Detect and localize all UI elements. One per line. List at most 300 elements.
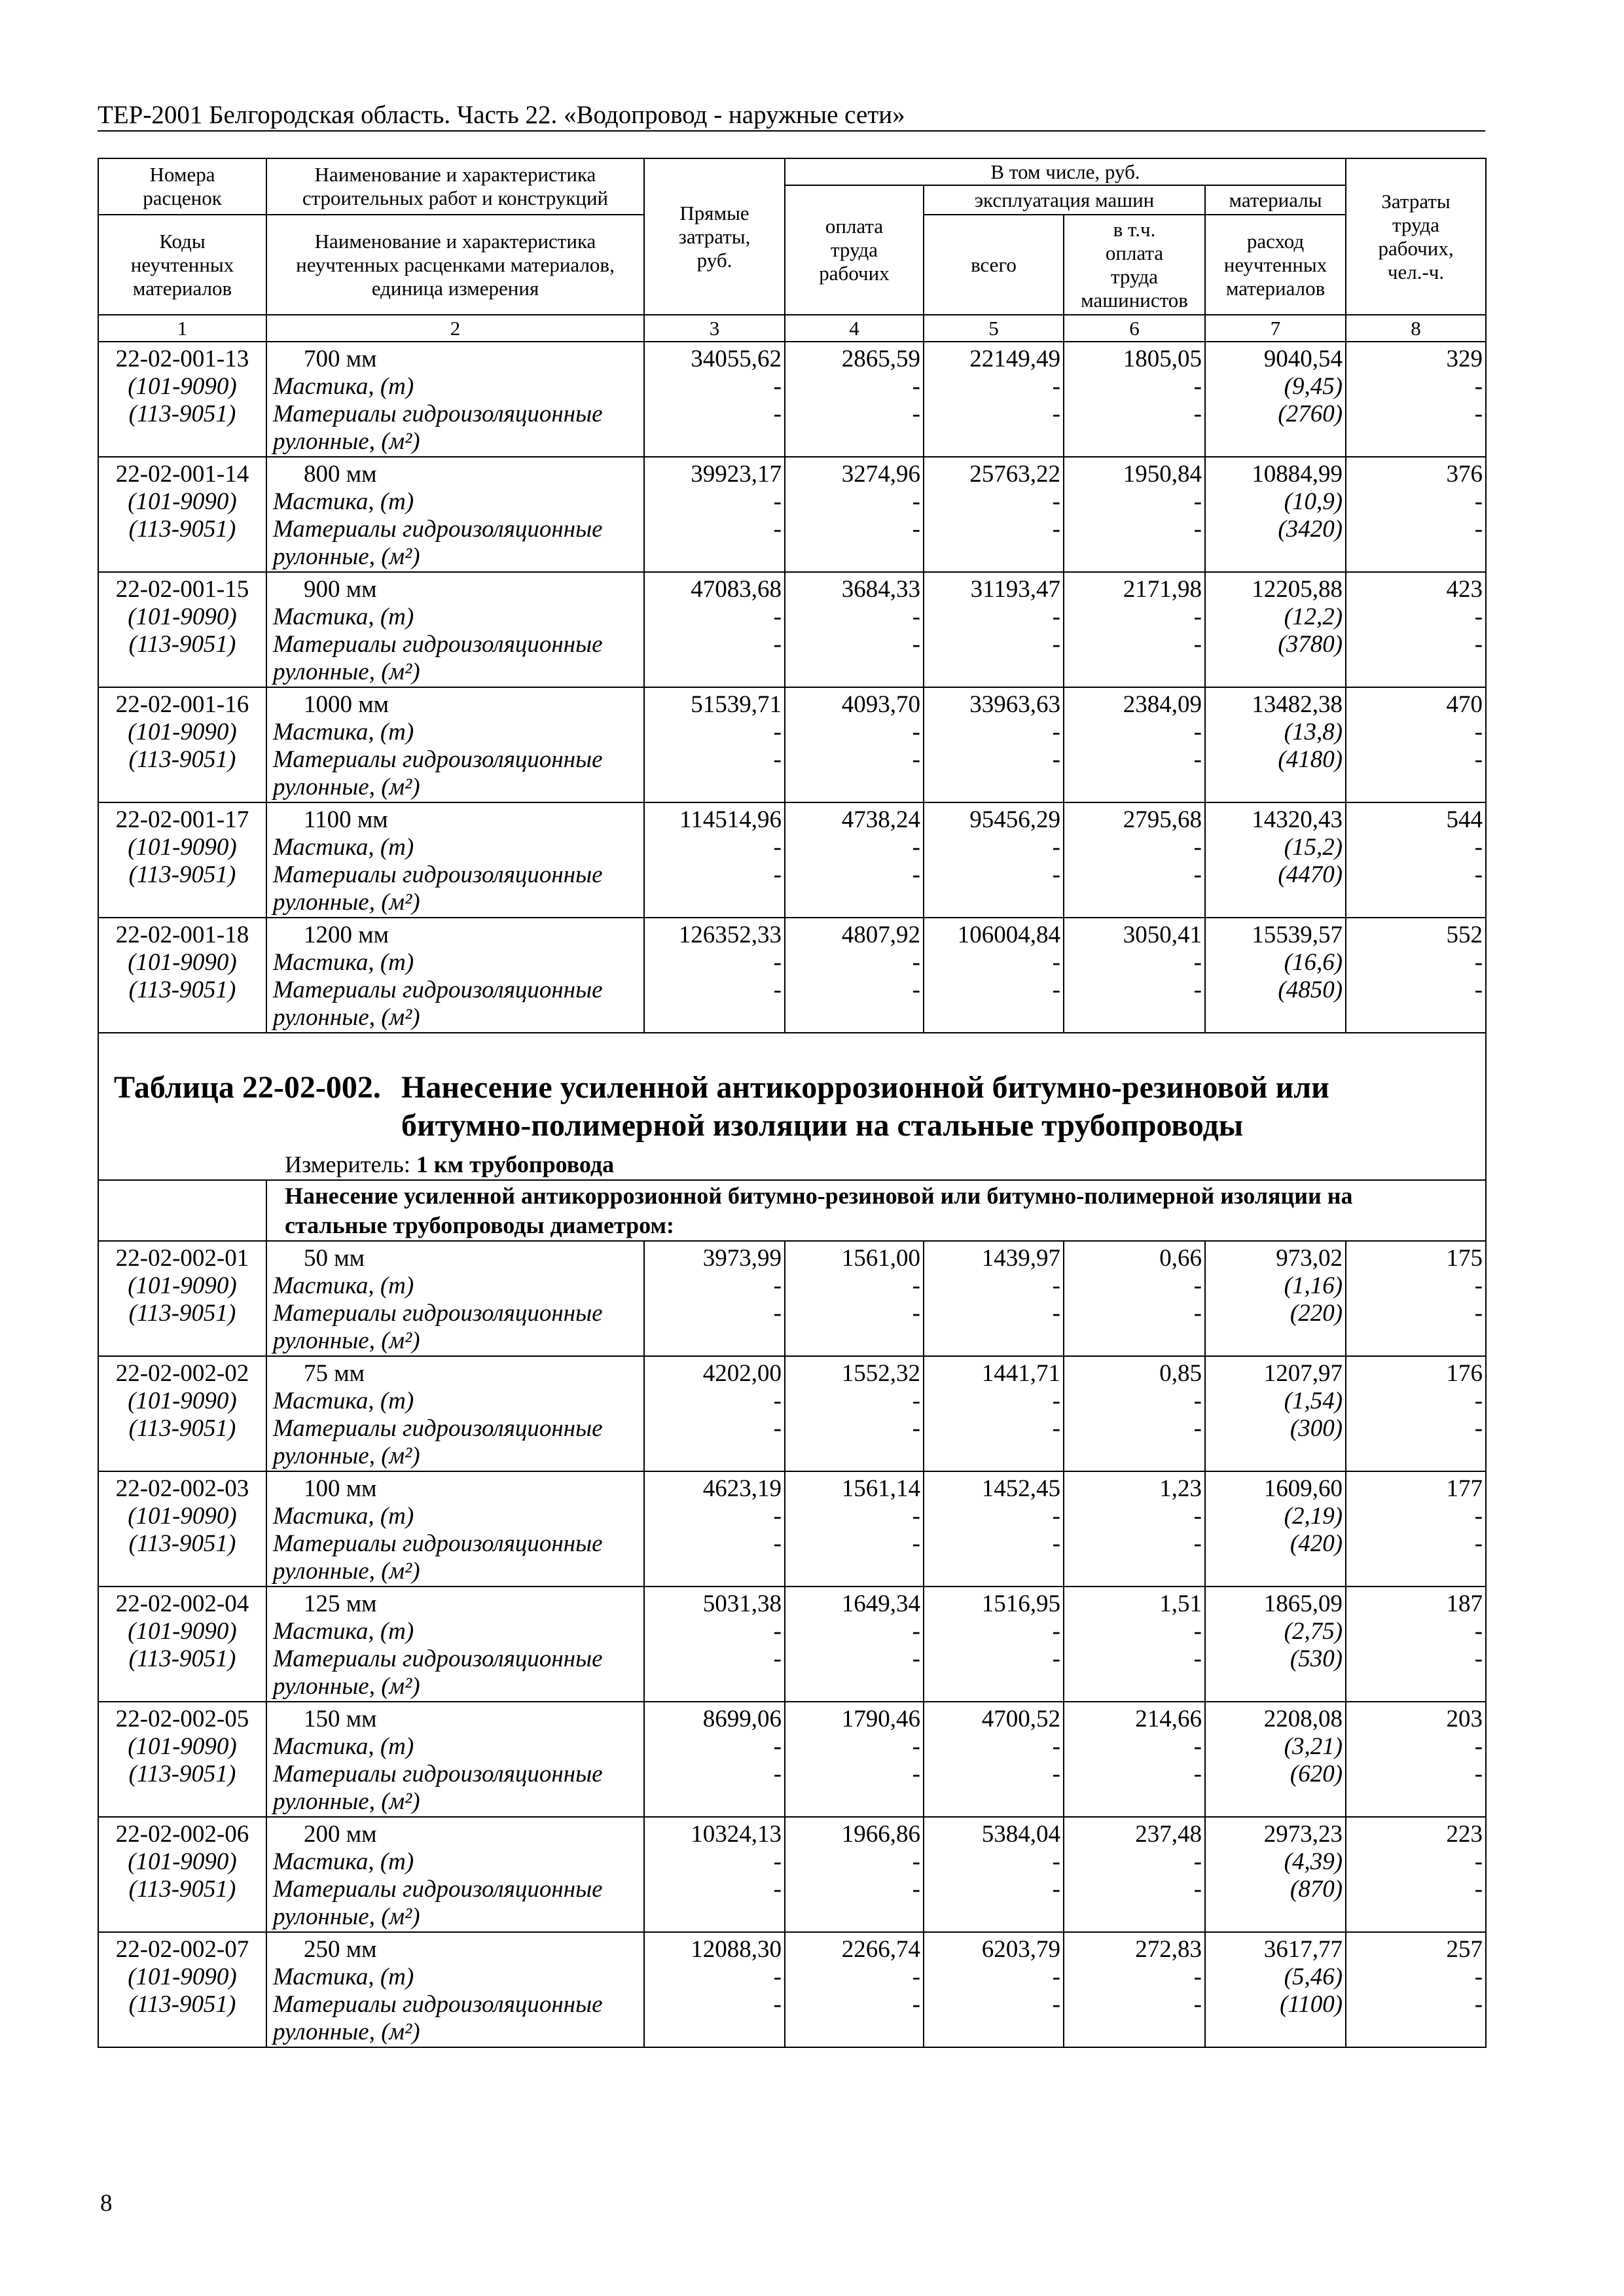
code-cell (98, 342, 266, 457)
material-code: (101-9090) (128, 1272, 237, 1299)
rate-row (98, 457, 1486, 572)
material-code: (113-9051) (128, 1415, 236, 1442)
material-consumption: (220) (1290, 1300, 1343, 1327)
machine-total-material-value: - (1052, 1991, 1060, 2018)
labor-costs-cell (1346, 1471, 1486, 1587)
header-line: строительных работ и конструкций (302, 187, 609, 209)
direct-costs-value: 114514,96 (679, 806, 782, 833)
material-name-continued: рулонные, (м²) (273, 1903, 420, 1930)
worker-wages-material-value: - (912, 746, 920, 773)
direct-costs-header (644, 158, 785, 315)
header-line: Наименование и характеристика (314, 163, 596, 186)
material-name: Мастика, (т) (273, 1733, 414, 1760)
material-code: (113-9051) (128, 861, 236, 888)
name-cell (266, 457, 644, 572)
worker-wages-header (785, 185, 924, 315)
work-name-header (266, 158, 644, 215)
pipe-diameter: 1000 мм (304, 691, 389, 718)
machinist-wages-cell (1064, 1817, 1205, 1932)
materials-cell (1205, 1817, 1346, 1932)
machinist-wages-value: 1,51 (1159, 1590, 1202, 1617)
machinist-wages-value: 1805,05 (1123, 346, 1202, 372)
worker-wages-cell (785, 572, 924, 687)
rate-code: 22-02-002-06 (115, 1821, 249, 1848)
machine-total-material-value: - (1052, 1964, 1060, 1990)
direct-costs-cell (644, 802, 785, 918)
machine-total-material-value: - (1052, 977, 1060, 1003)
rate-row (98, 918, 1486, 1033)
labor-costs-material-value: - (1474, 977, 1483, 1003)
worker-wages-value: 1790,46 (841, 1706, 920, 1732)
machine-total-cell (924, 1932, 1064, 2047)
machinist-wages-value: 2795,68 (1123, 806, 1202, 833)
rates-table (98, 158, 1487, 2048)
material-code: (101-9090) (128, 1964, 237, 1990)
machine-total-material-value: - (1052, 1848, 1060, 1875)
machine-total-material-value: - (1052, 1415, 1060, 1442)
direct-costs-value: 5031,38 (702, 1590, 782, 1617)
direct-costs-material-value: - (773, 631, 782, 658)
material-consumption: (4850) (1278, 977, 1343, 1003)
rate-code: 22-02-001-16 (115, 691, 249, 718)
materials-value: 10884,99 (1252, 461, 1343, 488)
material-consumption: (300) (1290, 1415, 1343, 1442)
material-codes-header (98, 215, 266, 315)
header-line: Номера (149, 163, 215, 186)
machinist-wages-material-value: - (1193, 1530, 1202, 1557)
code-cell (98, 1702, 266, 1817)
material-code: (101-9090) (128, 373, 237, 400)
direct-costs-material-value: - (773, 1645, 782, 1672)
materials-consumption-header (1205, 215, 1346, 315)
direct-costs-material-value: - (773, 949, 782, 976)
material-consumption: (1100) (1280, 1991, 1343, 2018)
labor-costs-material-value: - (1474, 516, 1483, 543)
machinist-wages-cell (1064, 1702, 1205, 1817)
header-line: оплата (1105, 241, 1164, 264)
header-line: единица измерения (371, 276, 539, 300)
material-consumption: (4,39) (1284, 1848, 1343, 1875)
labor-costs-material-value: - (1474, 1415, 1483, 1442)
machinist-wages-material-value: - (1193, 1964, 1202, 1990)
direct-costs-material-value: - (773, 1991, 782, 2018)
labor-costs-material-value: - (1474, 861, 1483, 888)
labor-costs-cell (1346, 1702, 1486, 1817)
rate-code: 22-02-001-18 (115, 922, 249, 948)
worker-wages-material-value: - (912, 1645, 920, 1672)
materials-cell (1205, 1932, 1346, 2047)
material-name-continued: рулонные, (м²) (273, 774, 420, 800)
work-description-line: стальные трубопроводы диаметром: (285, 1212, 674, 1238)
direct-costs-cell (644, 1932, 785, 2047)
machinist-wages-material-value: - (1193, 861, 1202, 888)
machinist-wages-material-value: - (1193, 1618, 1202, 1645)
material-code: (113-9051) (128, 1876, 236, 1903)
machine-total-value: 22149,49 (969, 346, 1060, 372)
material-name: Материалы гидроизоляционные (273, 1991, 603, 2018)
table-header (98, 158, 1486, 342)
worker-wages-cell (785, 1587, 924, 1702)
worker-wages-material-value: - (912, 977, 920, 1003)
machinist-wages-material-value: - (1193, 834, 1202, 861)
machine-total-value: 33963,63 (969, 691, 1060, 718)
material-code: (113-9051) (128, 1530, 236, 1557)
header-line: труда (830, 238, 878, 261)
worker-wages-material-value: - (912, 949, 920, 976)
worker-wages-value: 2865,59 (841, 346, 920, 372)
machine-total-material-value: - (1052, 401, 1060, 427)
name-cell (266, 802, 644, 918)
direct-costs-material-value: - (773, 1530, 782, 1557)
direct-costs-material-value: - (773, 603, 782, 630)
direct-costs-material-value: - (773, 861, 782, 888)
worker-wages-material-value: - (912, 834, 920, 861)
header-line: в т.ч. (1113, 217, 1156, 241)
running-header: ТЕР-2001 Белгородская область. Часть 22. «Водопровод - наружные сети» (98, 101, 905, 129)
machine-total-value: 6203,79 (981, 1936, 1060, 1963)
machine-total-material-value: - (1052, 1300, 1060, 1327)
direct-costs-value: 34055,62 (691, 346, 782, 372)
material-code: (113-9051) (128, 977, 236, 1003)
materials-cell (1205, 342, 1346, 457)
machine-total-value: 25763,22 (969, 461, 1060, 488)
worker-wages-material-value: - (912, 1733, 920, 1760)
worker-wages-cell (785, 802, 924, 918)
material-name-continued: рулонные, (м²) (273, 1558, 420, 1585)
machinist-wages-value: 1950,84 (1123, 461, 1202, 488)
worker-wages-value: 3684,33 (841, 576, 920, 603)
machine-total-material-value: - (1052, 1645, 1060, 1672)
rate-row (98, 1471, 1486, 1587)
machine-total-material-value: - (1052, 1733, 1060, 1760)
direct-costs-material-value: - (773, 1848, 782, 1875)
name-cell (266, 1702, 644, 1817)
direct-costs-material-value: - (773, 1876, 782, 1903)
machine-total-cell (924, 687, 1064, 802)
labor-costs-material-value: - (1474, 1876, 1483, 1903)
header-line: Прямые (679, 201, 749, 224)
header-line: Наименование и характеристика (314, 229, 596, 253)
pipe-diameter: 1200 мм (304, 922, 389, 948)
material-code: (101-9090) (128, 949, 237, 976)
machine-total-cell (924, 1241, 1064, 1356)
direct-costs-material-value: - (773, 1300, 782, 1327)
labor-costs-cell (1346, 1817, 1486, 1932)
labor-costs-material-value: - (1474, 834, 1483, 861)
material-consumption: (1,16) (1284, 1272, 1343, 1299)
direct-costs-material-value: - (773, 488, 782, 515)
materials-value: 14320,43 (1252, 806, 1343, 833)
rate-code: 22-02-002-04 (115, 1590, 249, 1617)
material-code: (101-9090) (128, 1848, 237, 1875)
material-name: Материалы гидроизоляционные (273, 861, 603, 888)
code-cell (98, 1241, 266, 1356)
material-consumption: (870) (1290, 1876, 1343, 1903)
material-code: (113-9051) (128, 1300, 236, 1327)
labor-costs-cell (1346, 802, 1486, 918)
machinist-wages-material-value: - (1193, 1876, 1202, 1903)
material-name: Материалы гидроизоляционные (273, 1300, 603, 1327)
direct-costs-material-value: - (773, 834, 782, 861)
worker-wages-material-value: - (912, 373, 920, 400)
material-name: Мастика, (т) (273, 1388, 414, 1414)
worker-wages-material-value: - (912, 1876, 920, 1903)
machine-total-value: 1441,71 (981, 1360, 1060, 1387)
machinist-wages-value: 237,48 (1135, 1821, 1202, 1848)
material-name: Мастика, (т) (273, 834, 414, 861)
pipe-diameter: 1100 мм (304, 806, 388, 833)
direct-costs-material-value: - (773, 1618, 782, 1645)
header-line: чел.-ч. (1387, 260, 1445, 283)
machine-total-value: 106004,84 (957, 922, 1060, 948)
worker-wages-value: 1561,00 (841, 1245, 920, 1272)
materials-cell (1205, 1471, 1346, 1587)
direct-costs-cell (644, 1471, 785, 1587)
measurement-unit (285, 1151, 1485, 1178)
direct-costs-material-value: - (773, 719, 782, 745)
labor-costs-value: 257 (1446, 1936, 1483, 1963)
direct-costs-value: 3973,99 (702, 1245, 782, 1272)
column-number: 8 (1346, 315, 1486, 342)
material-consumption: (5,46) (1284, 1964, 1343, 1990)
material-name-continued: рулонные, (м²) (273, 1327, 420, 1354)
rate-code: 22-02-001-14 (115, 461, 249, 488)
unit-value: 1 км трубопровода (416, 1151, 615, 1177)
material-name: Мастика, (т) (273, 1964, 414, 1990)
pipe-diameter: 900 мм (304, 576, 377, 603)
material-name-continued: рулонные, (м²) (273, 1673, 420, 1700)
machinist-wages-value: 3050,41 (1123, 922, 1202, 948)
material-consumption: (3780) (1278, 631, 1343, 658)
direct-costs-material-value: - (773, 401, 782, 427)
code-cell (98, 1587, 266, 1702)
machine-total-material-value: - (1052, 719, 1060, 745)
work-description-row (98, 1180, 1486, 1241)
materials-value: 1207,97 (1263, 1360, 1343, 1387)
rate-code: 22-02-001-15 (115, 576, 249, 603)
materials-value: 2208,08 (1263, 1706, 1343, 1732)
worker-wages-cell (785, 1241, 924, 1356)
direct-costs-material-value: - (773, 1964, 782, 1990)
materials-value: 973,02 (1276, 1245, 1343, 1272)
machine-total-cell (924, 1356, 1064, 1471)
material-code: (113-9051) (128, 401, 236, 427)
table-title-cell (98, 1033, 1486, 1180)
material-name: Материалы гидроизоляционные (273, 746, 603, 773)
direct-costs-value: 39923,17 (691, 461, 782, 488)
material-name-continued: рулонные, (м²) (273, 1788, 420, 1815)
material-name: Материалы гидроизоляционные (273, 1530, 603, 1557)
machinist-wages-material-value: - (1193, 1761, 1202, 1787)
labor-costs-header (1346, 158, 1486, 315)
machine-total-cell (924, 342, 1064, 457)
direct-costs-cell (644, 457, 785, 572)
material-name-header (266, 215, 644, 315)
machine-total-cell (924, 572, 1064, 687)
machinist-wages-material-value: - (1193, 516, 1202, 543)
worker-wages-value: 1966,86 (841, 1821, 920, 1848)
column-number: 4 (785, 315, 924, 342)
header-line: затраты, (678, 224, 751, 248)
labor-costs-material-value: - (1474, 1272, 1483, 1299)
labor-costs-cell (1346, 1356, 1486, 1471)
column-number: 6 (1064, 315, 1205, 342)
material-code: (113-9051) (128, 631, 236, 658)
table-title-row (98, 1033, 1486, 1180)
header-line: Коды (159, 229, 206, 253)
header-line: рабочих (819, 262, 890, 285)
rate-row (98, 1241, 1486, 1356)
table-number: Таблица 22-02-002. (114, 1070, 381, 1105)
machine-total-material-value: - (1052, 631, 1060, 658)
worker-wages-value: 1649,34 (841, 1590, 920, 1617)
rate-numbers-header (98, 158, 266, 215)
direct-costs-material-value: - (773, 746, 782, 773)
material-name: Материалы гидроизоляционные (273, 1415, 603, 1442)
labor-costs-material-value: - (1474, 1388, 1483, 1414)
worker-wages-material-value: - (912, 631, 920, 658)
labor-costs-cell (1346, 687, 1486, 802)
header-rule (98, 130, 1485, 132)
labor-costs-cell (1346, 1241, 1486, 1356)
pipe-diameter: 700 мм (304, 346, 377, 372)
table-title (114, 1069, 1485, 1145)
pipe-diameter: 100 мм (304, 1475, 377, 1502)
machine-total-material-value: - (1052, 949, 1060, 976)
worker-wages-cell (785, 918, 924, 1033)
materials-cell (1205, 572, 1346, 687)
direct-costs-value: 126352,33 (678, 922, 782, 948)
labor-costs-material-value: - (1474, 746, 1483, 773)
worker-wages-material-value: - (912, 1503, 920, 1530)
material-name-continued: рулонные, (м²) (273, 889, 420, 916)
material-name: Мастика, (т) (273, 373, 414, 400)
material-name-continued: рулонные, (м²) (273, 1004, 420, 1031)
column-number: 5 (924, 315, 1064, 342)
worker-wages-cell (785, 1817, 924, 1932)
rate-code: 22-02-002-03 (115, 1475, 249, 1502)
labor-costs-material-value: - (1474, 488, 1483, 515)
labor-costs-cell (1346, 1587, 1486, 1702)
machine-total-value: 95456,29 (969, 806, 1060, 833)
material-consumption: (16,6) (1284, 949, 1343, 976)
labor-costs-material-value: - (1474, 1503, 1483, 1530)
labor-costs-material-value: - (1474, 1645, 1483, 1672)
labor-costs-material-value: - (1474, 1300, 1483, 1327)
worker-wages-material-value: - (912, 861, 920, 888)
name-cell (266, 1817, 644, 1932)
machinist-wages-material-value: - (1193, 401, 1202, 427)
header-row (98, 158, 1486, 185)
machinist-wages-material-value: - (1193, 746, 1202, 773)
direct-costs-value: 4202,00 (702, 1360, 782, 1387)
material-consumption: (530) (1290, 1645, 1343, 1672)
worker-wages-cell (785, 1932, 924, 2047)
header-line: Затраты (1381, 189, 1451, 213)
machinist-wages-cell (1064, 1241, 1205, 1356)
material-consumption: (1,54) (1284, 1388, 1343, 1414)
material-name: Материалы гидроизоляционные (273, 516, 603, 543)
direct-costs-cell (644, 1587, 785, 1702)
worker-wages-value: 4738,24 (841, 806, 920, 833)
pipe-diameter: 250 мм (304, 1936, 377, 1963)
direct-costs-value: 10324,13 (691, 1821, 782, 1848)
name-cell (266, 342, 644, 457)
machinist-wages-material-value: - (1193, 1388, 1202, 1414)
machine-total-value: 4700,52 (981, 1706, 1060, 1732)
labor-costs-value: 187 (1446, 1590, 1483, 1617)
materials-value: 9040,54 (1263, 346, 1343, 372)
header-line: оплата (825, 215, 884, 238)
direct-costs-cell (644, 1817, 785, 1932)
material-consumption: (12,2) (1284, 603, 1343, 630)
material-name: Мастика, (т) (273, 949, 414, 976)
materials-value: 2973,23 (1263, 1821, 1343, 1848)
material-consumption: (4180) (1278, 746, 1343, 773)
pipe-diameter: 125 мм (304, 1590, 377, 1617)
material-name: Мастика, (т) (273, 1503, 414, 1530)
materials-value: 1609,60 (1263, 1475, 1343, 1502)
labor-costs-value: 177 (1446, 1475, 1483, 1502)
rate-code: 22-02-001-13 (115, 346, 249, 372)
labor-costs-cell (1346, 457, 1486, 572)
machinist-wages-material-value: - (1193, 1272, 1202, 1299)
code-cell (98, 1356, 266, 1471)
machinist-wages-material-value: - (1193, 603, 1202, 630)
direct-costs-value: 4623,19 (702, 1475, 782, 1502)
labor-costs-material-value: - (1474, 1530, 1483, 1557)
machine-total-material-value: - (1052, 1876, 1060, 1903)
material-name: Мастика, (т) (273, 1848, 414, 1875)
column-number: 2 (266, 315, 644, 342)
labor-costs-material-value: - (1474, 1733, 1483, 1760)
machine-total-value: 31193,47 (970, 576, 1060, 603)
machinist-wages-value: 2171,98 (1123, 576, 1202, 603)
machine-total-material-value: - (1052, 1388, 1060, 1414)
rate-row (98, 1932, 1486, 2047)
machinist-wages-cell (1064, 802, 1205, 918)
work-description-line: Нанесение усиленной антикоррозионной битумно-резиновой или битумно-полимерной изоляции на (285, 1183, 1353, 1209)
machine-total-material-value: - (1052, 603, 1060, 630)
materials-value: 1865,09 (1263, 1590, 1343, 1617)
labor-costs-material-value: - (1474, 631, 1483, 658)
labor-costs-value: 470 (1446, 691, 1483, 718)
rate-row (98, 1702, 1486, 1817)
direct-costs-material-value: - (773, 373, 782, 400)
machinist-wages-material-value: - (1193, 1300, 1202, 1327)
worker-wages-material-value: - (912, 1618, 920, 1645)
header-line: расценок (143, 187, 222, 209)
table-body (98, 342, 1486, 2047)
machinist-wages-cell (1064, 457, 1205, 572)
code-cell (98, 918, 266, 1033)
column-number: 7 (1205, 315, 1346, 342)
machinist-wages-value: 2384,09 (1123, 691, 1202, 718)
worker-wages-value: 4807,92 (841, 922, 920, 948)
code-cell (98, 457, 266, 572)
worker-wages-material-value: - (912, 719, 920, 745)
worker-wages-cell (785, 457, 924, 572)
worker-wages-material-value: - (912, 488, 920, 515)
direct-costs-value: 8699,06 (702, 1706, 782, 1732)
machine-total-cell (924, 1471, 1064, 1587)
material-name: Материалы гидроизоляционные (273, 1645, 603, 1672)
material-name-continued: рулонные, (м²) (273, 658, 420, 685)
worker-wages-cell (785, 1471, 924, 1587)
material-name: Материалы гидроизоляционные (273, 631, 603, 658)
material-code: (113-9051) (128, 746, 236, 773)
material-consumption: (3,21) (1284, 1733, 1343, 1760)
